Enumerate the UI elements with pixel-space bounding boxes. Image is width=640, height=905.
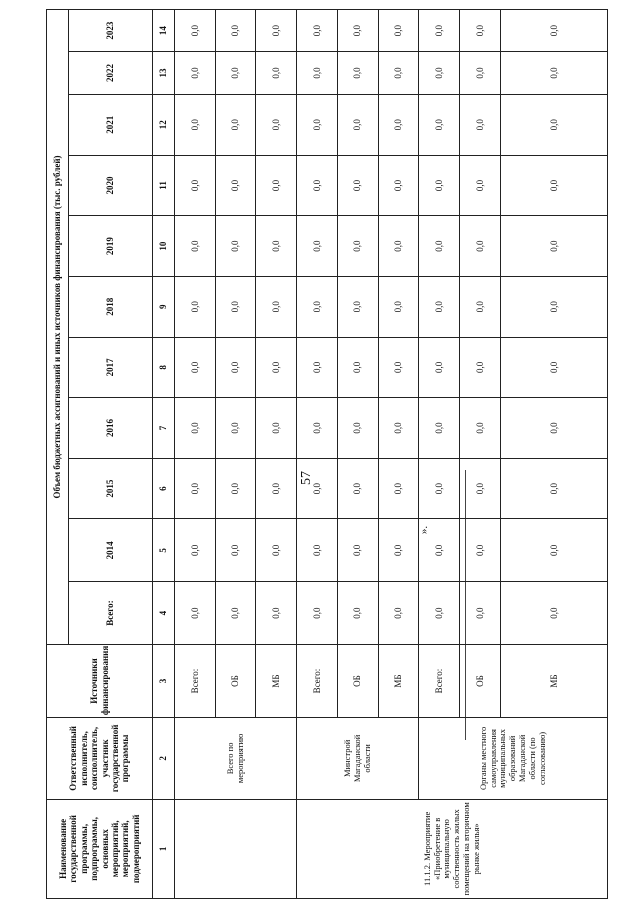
value-cell: 0,0 [215,52,256,95]
source-cell: МБ [378,644,419,717]
value-cell: 0,0 [175,52,216,95]
value-cell: 0,0 [500,519,607,582]
value-cell: 0,0 [378,519,419,582]
header-funding-group: Объем бюджетных ассигнований и иных источников финансирования (тыс. рублей) [47,10,69,645]
value-cell: 0,0 [297,337,338,398]
value-cell: 0,0 [500,155,607,216]
value-cell: 0,0 [215,216,256,277]
value-cell: 0,0 [500,94,607,155]
column-number: 2 [153,718,175,800]
value-cell: 0,0 [337,519,378,582]
column-number: 1 [153,799,175,898]
value-cell: 0,0 [256,582,297,645]
value-cell: 0,0 [215,10,256,52]
value-cell: 0,0 [337,155,378,216]
value-cell: 0,0 [256,216,297,277]
value-cell: 0,0 [500,337,607,398]
value-cell: 0,0 [419,52,460,95]
value-cell: 0,0 [175,155,216,216]
value-cell: 0,0 [337,276,378,337]
value-cell: 0,0 [419,155,460,216]
value-cell: 0,0 [297,52,338,95]
value-cell: 0,0 [459,337,500,398]
value-cell: 0,0 [215,582,256,645]
value-cell: 0,0 [378,337,419,398]
value-cell: 0,0 [215,337,256,398]
value-cell: 0,0 [215,519,256,582]
value-cell: 0,0 [500,52,607,95]
header-total: Всего: [69,582,153,645]
top-edge [0,0,640,3]
value-cell: 0,0 [500,216,607,277]
value-cell: 0,0 [175,582,216,645]
value-cell: 0,0 [175,216,216,277]
value-cell: 0,0 [419,10,460,52]
value-cell: 0,0 [297,94,338,155]
header-source: Источники финансирования [47,644,153,717]
header-year: 2021 [69,94,153,155]
page-number: 57 [299,471,314,485]
rotated-table-wrapper [46,9,608,899]
column-number: 9 [153,276,175,337]
value-cell: 0,0 [256,519,297,582]
value-cell: 0,0 [378,582,419,645]
value-cell: 0,0 [459,52,500,95]
value-cell: 0,0 [215,155,256,216]
value-cell: 0,0 [459,94,500,155]
value-cell: 0,0 [215,94,256,155]
value-cell: 0,0 [459,10,500,52]
source-cell: МБ [256,644,297,717]
header-year: 2014 [69,519,153,582]
source-cell: Всего: [419,644,460,717]
value-cell: 0,0 [297,276,338,337]
column-number: 14 [153,10,175,52]
value-cell: 0,0 [459,155,500,216]
column-number: 13 [153,52,175,95]
value-cell: 0,0 [256,155,297,216]
value-cell: 0,0 [256,337,297,398]
table-row [419,10,460,899]
value-cell: 0,0 [297,10,338,52]
value-cell: 0,0 [419,337,460,398]
column-number: 7 [153,398,175,459]
value-cell: 0,0 [256,52,297,95]
value-cell: 0,0 [175,10,216,52]
header-year: 2017 [69,337,153,398]
value-cell: 0,0 [297,216,338,277]
column-number: 11 [153,155,175,216]
value-cell: 0,0 [175,519,216,582]
value-cell: 0,0 [459,398,500,459]
value-cell: 0,0 [459,276,500,337]
value-cell: 0,0 [337,94,378,155]
value-cell: 0,0 [500,458,607,519]
value-cell: 0,0 [175,398,216,459]
value-cell: 0,0 [256,276,297,337]
value-cell: 0,0 [215,458,256,519]
value-cell: 0,0 [337,52,378,95]
value-cell: 0,0 [459,519,500,582]
value-cell: 0,0 [500,276,607,337]
measure-name-cell: 11.1.2. Мероприятие «Приобретение в муниципальную собственность жилых помещений на вторичном рынке жилья» [297,799,608,898]
value-cell: 0,0 [297,398,338,459]
value-cell: 0,0 [378,276,419,337]
executor-cell: Всего по мероприятию [175,718,297,800]
column-number: 4 [153,582,175,645]
value-cell: 0,0 [378,458,419,519]
value-cell: 0,0 [378,52,419,95]
value-cell: 0,0 [337,582,378,645]
value-cell: 0,0 [378,10,419,52]
table-row [297,10,338,899]
value-cell: 0,0 [459,216,500,277]
value-cell: 0,0 [297,458,338,519]
header-year: 2022 [69,52,153,95]
value-cell: 0,0 [378,94,419,155]
value-cell: 0,0 [297,155,338,216]
value-cell: 0,0 [297,582,338,645]
value-cell: 0,0 [500,398,607,459]
value-cell: 0,0 [175,94,216,155]
value-cell: 0,0 [256,10,297,52]
source-cell: ОБ [337,644,378,717]
header-year: 2023 [69,10,153,52]
value-cell: 0,0 [337,10,378,52]
value-cell: 0,0 [337,398,378,459]
value-cell: 0,0 [419,398,460,459]
source-cell: ОБ [459,644,500,717]
value-cell: 0,0 [215,276,256,337]
column-number: 3 [153,644,175,717]
value-cell: 0,0 [419,519,460,582]
value-cell: 0,0 [500,582,607,645]
value-cell: 0,0 [256,398,297,459]
value-cell: 0,0 [378,216,419,277]
value-cell: 0,0 [419,458,460,519]
value-cell: 0,0 [459,458,500,519]
value-cell: 0,0 [337,216,378,277]
source-cell: ОБ [215,644,256,717]
header-year: 2019 [69,216,153,277]
source-cell: Всего: [175,644,216,717]
header-year: 2016 [69,398,153,459]
header-executor: Ответственный исполнитель, соисполнитель, участник государственной программы [47,718,153,800]
header-year: 2018 [69,276,153,337]
measure-name-cell-empty [175,799,297,898]
column-number: 12 [153,94,175,155]
executor-cell: Минстрой Магаданской области [297,718,419,800]
column-number-row [153,10,175,899]
value-cell: 0,0 [175,337,216,398]
value-cell: 0,0 [175,458,216,519]
executor-cell: Органы местного самоуправления муниципальных образований Магаданской области (по согласованию) [419,718,608,800]
header-year: 2015 [69,458,153,519]
column-number: 10 [153,216,175,277]
value-cell: 0,0 [419,276,460,337]
value-cell: 0,0 [337,337,378,398]
value-cell: 0,0 [500,10,607,52]
column-number: 6 [153,458,175,519]
value-cell: 0,0 [215,398,256,459]
source-cell: Всего: [297,644,338,717]
value-cell: 0,0 [459,582,500,645]
column-number: 8 [153,337,175,398]
value-cell: 0,0 [378,155,419,216]
header-year: 2020 [69,155,153,216]
table-row [175,10,216,899]
value-cell: 0,0 [419,216,460,277]
source-cell: МБ [500,644,607,717]
value-cell: 0,0 [256,458,297,519]
value-cell: 0,0 [419,582,460,645]
value-cell: 0,0 [378,398,419,459]
header-row-1 [47,10,69,899]
value-cell: 0,0 [175,276,216,337]
value-cell: 0,0 [256,94,297,155]
closing-quote: ». [418,525,431,535]
value-cell: 0,0 [337,458,378,519]
header-name: Наименование государственной программы, подпрограммы, основных мероприятий, мероприятий, подмероприятий [47,799,153,898]
financing-table [46,9,608,899]
column-number: 5 [153,519,175,582]
table-holder [46,9,608,899]
value-cell: 0,0 [419,94,460,155]
value-cell: 0,0 [297,519,338,582]
